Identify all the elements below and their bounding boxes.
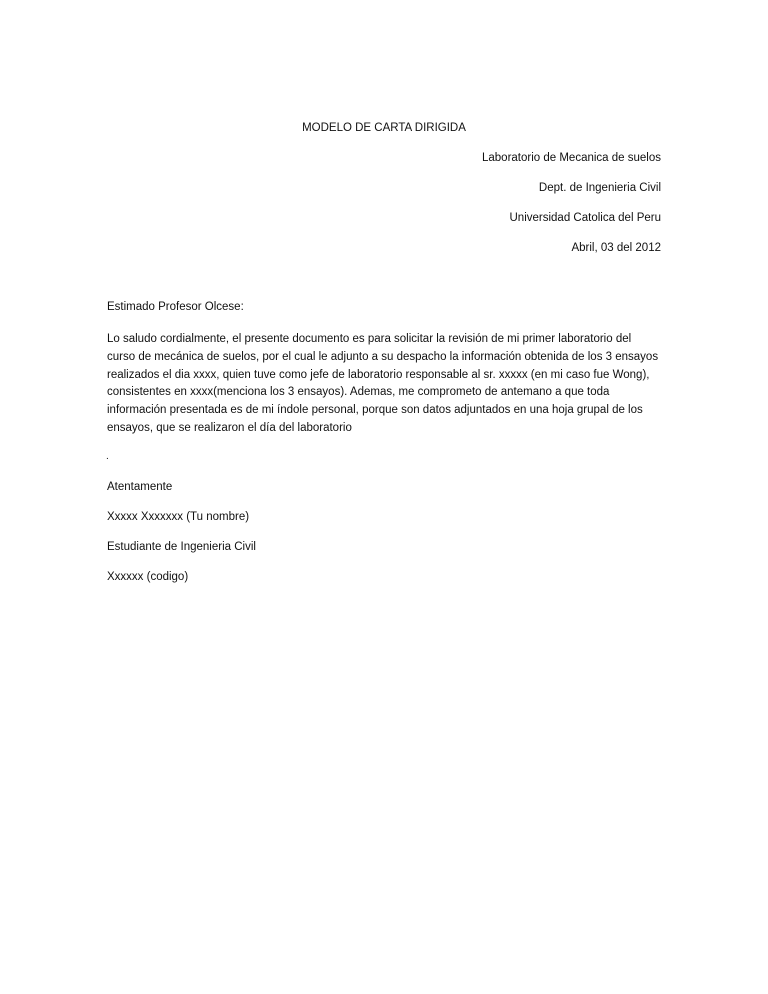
signature-code: Xxxxxx (codigo) [107, 571, 189, 583]
letter-date: Abril, 03 del 2012 [571, 242, 661, 254]
letter-body [107, 331, 663, 438]
body-line: información presentada es de mi índole personal, porque son datos adjuntados en una hoja grupal de los [107, 404, 643, 417]
signature-role: Estudiante de Ingenieria Civil [107, 541, 256, 553]
body-line: curso de mecánica de suelos, por el cual le adjunto a su despacho la información obtenida de los 3 ensayos [107, 350, 659, 363]
body-line: consistentes en xxxx(menciona los 3 ensayos). Ademas, me comprometo de antemano a que toda [107, 386, 610, 399]
body-line: Lo saludo cordialmente, el presente documento es para solicitar la revisión de mi primer laboratorio del [107, 333, 632, 345]
separator-dot: . [106, 451, 109, 462]
document-title: MODELO DE CARTA DIRIGIDA [302, 122, 466, 134]
recipient-university: Universidad Catolica del Peru [509, 212, 661, 224]
body-line: ensayos, que se realizaron el día del laboratorio [107, 421, 352, 434]
signature-name: Xxxxx Xxxxxxx (Tu nombre) [107, 511, 250, 523]
recipient-laboratory: Laboratorio de Mecanica de suelos [481, 152, 661, 164]
recipient-department: Dept. de Ingenieria Civil [538, 182, 661, 194]
closing: Atentamente [107, 481, 173, 493]
body-line: realizados el dia xxxx, quien tuve como jefe de laboratorio responsable al sr. xxxxx (en mi caso fue Wong), [107, 368, 650, 381]
salutation: Estimado Profesor Olcese: [107, 301, 244, 313]
